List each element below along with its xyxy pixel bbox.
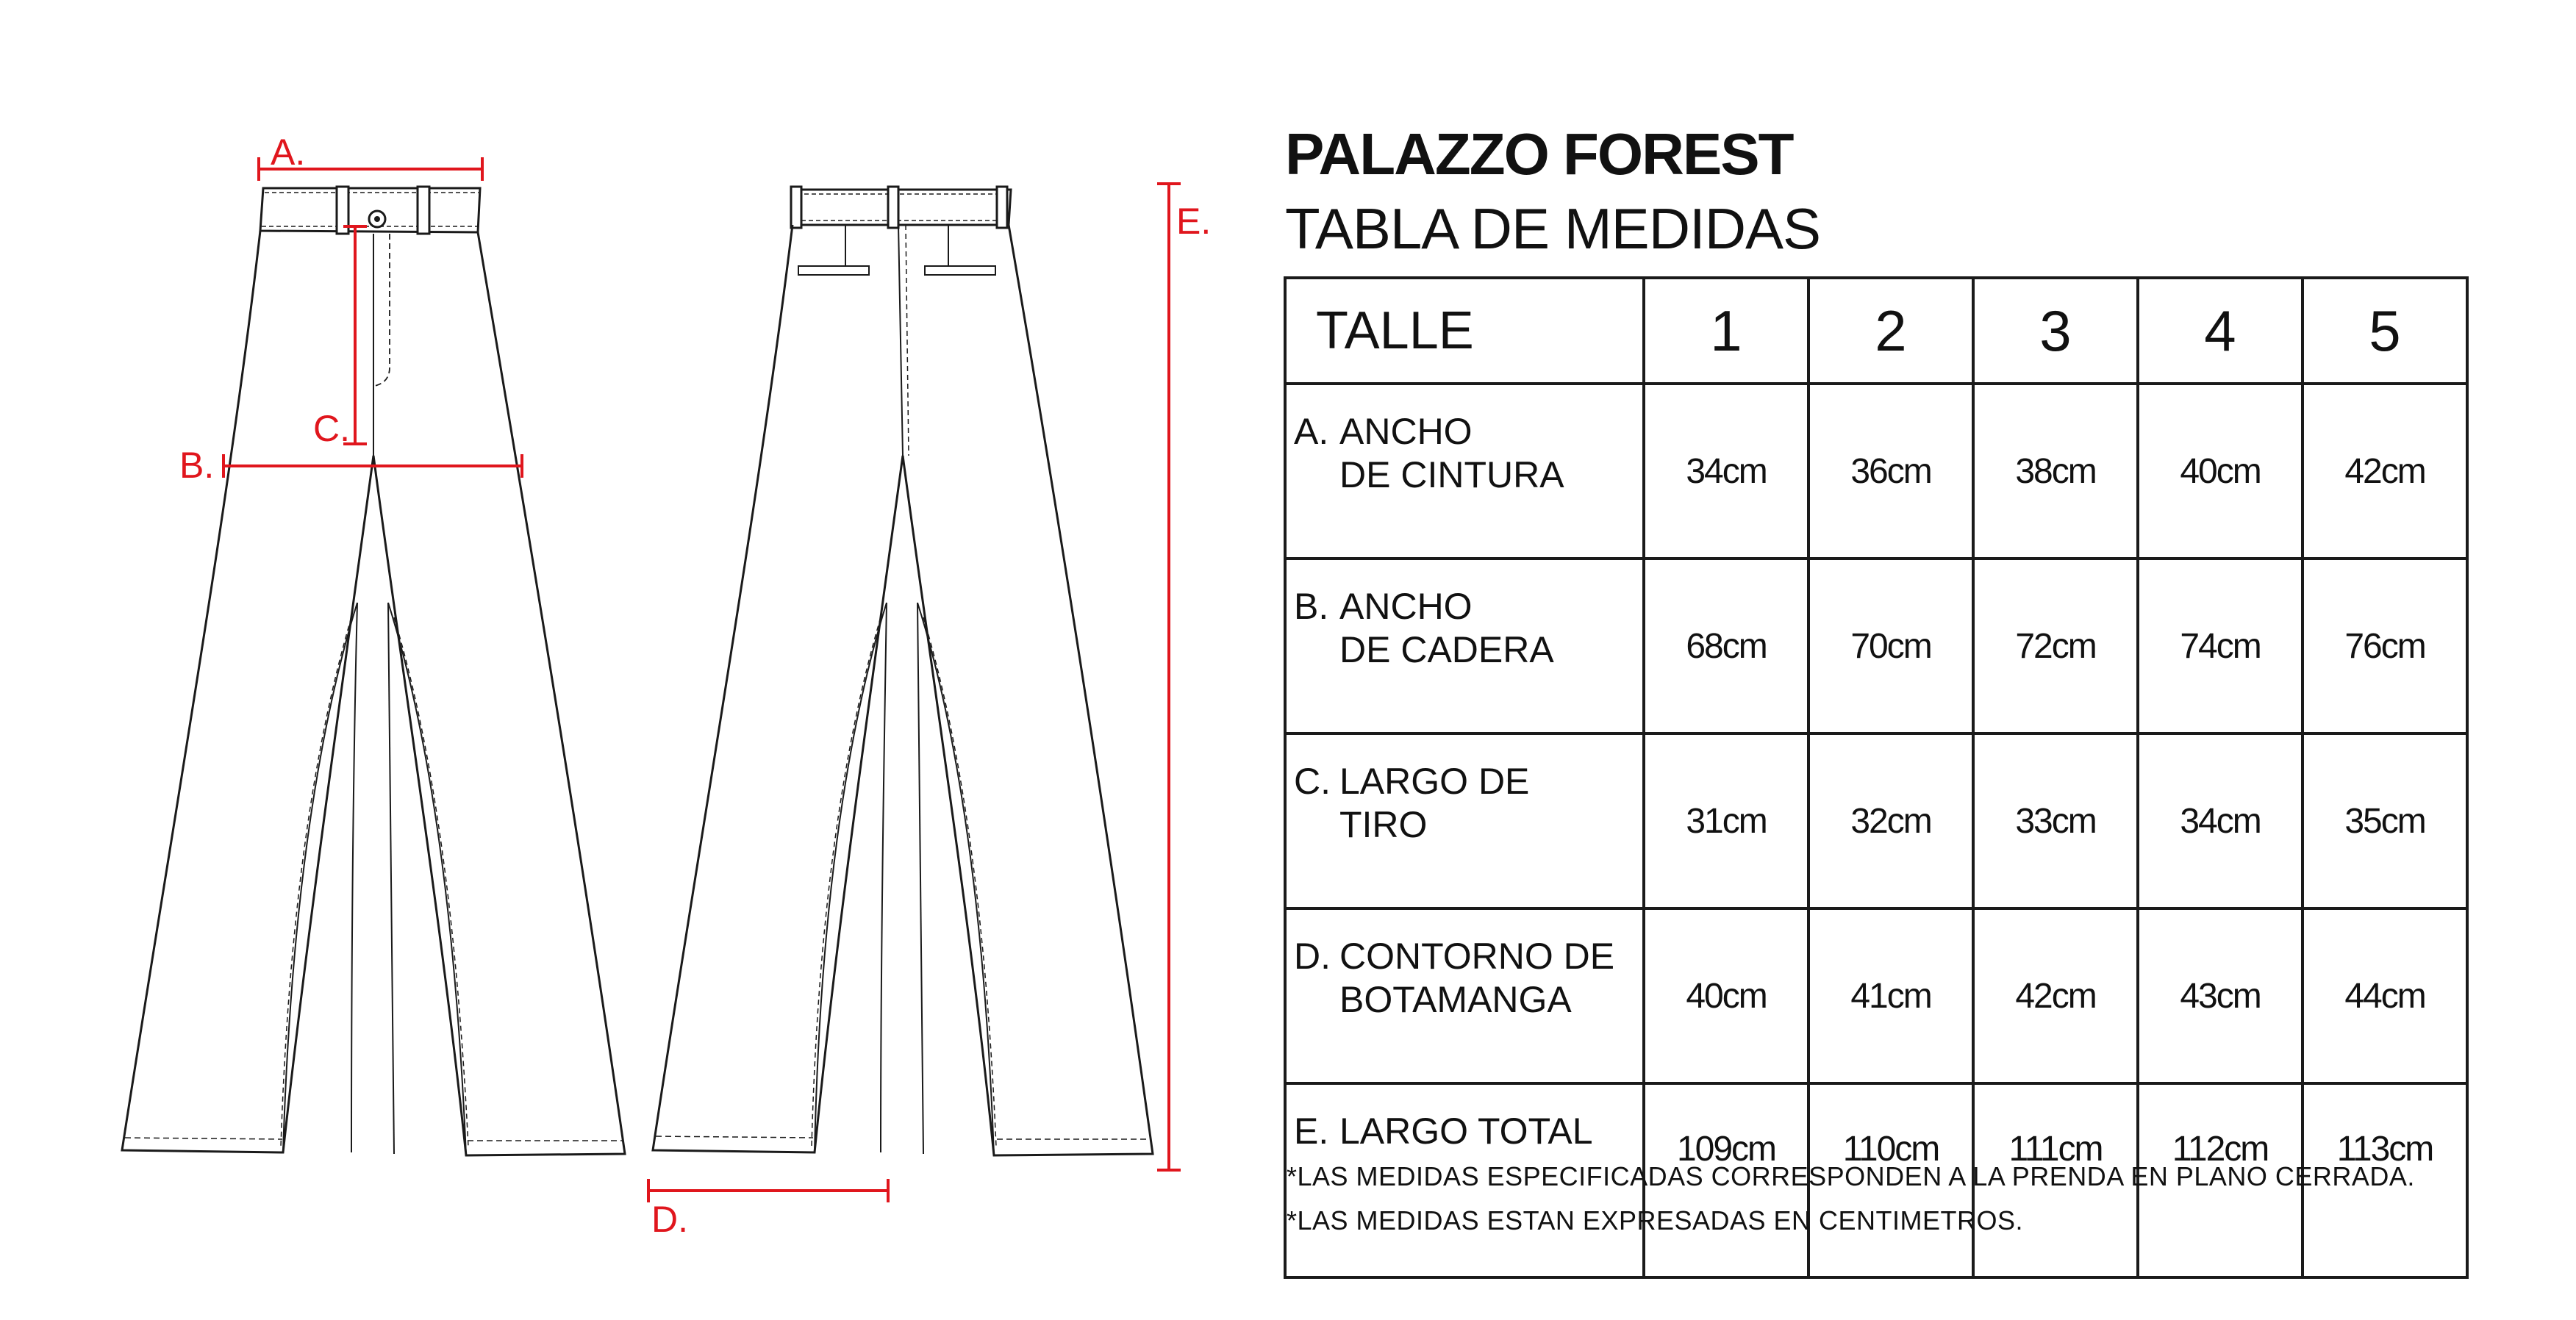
- header-size: 4: [2138, 278, 2303, 384]
- row-letter: C.: [1294, 761, 1331, 802]
- table-cell: 42cm: [2303, 384, 2467, 559]
- table-cell: 33cm: [1973, 733, 2138, 908]
- row-label-line1: ANCHO: [1339, 586, 1473, 627]
- table-cell: 109cm: [1644, 1083, 1808, 1277]
- table-cell: 38cm: [1973, 384, 2138, 559]
- table-cell: 35cm: [2303, 733, 2467, 908]
- table-cell: 76cm: [2303, 559, 2467, 733]
- table-cell: 32cm: [1808, 733, 1973, 908]
- table-cell: 40cm: [1644, 908, 1808, 1083]
- table-row: [1285, 384, 2467, 559]
- row-label-line1: LARGO TOTAL: [1339, 1111, 1593, 1152]
- row-label: [1285, 733, 1644, 908]
- size-chart-table: [1284, 276, 2469, 1279]
- pants-back-view: [653, 187, 1153, 1155]
- label-e: E.: [1176, 201, 1212, 242]
- footnote: *LAS MEDIDAS ESTAN EXPRESADAS EN CENTIMETROS.: [1287, 1205, 2024, 1235]
- row-label-line2: BOTAMANGA: [1339, 979, 1572, 1020]
- page-title: PALAZZO FOREST: [1285, 121, 1793, 187]
- pants-front-view: [122, 187, 625, 1155]
- table-row: [1285, 908, 2467, 1083]
- row-label-line2: DE CADERA: [1339, 629, 1554, 670]
- table-cell: 74cm: [2138, 559, 2303, 733]
- row-label: [1285, 908, 1644, 1083]
- garment-technical-drawing: [0, 0, 1264, 1320]
- table-cell: 112cm: [2138, 1083, 2303, 1277]
- table-cell: 43cm: [2138, 908, 2303, 1083]
- header-size: 5: [2303, 278, 2467, 384]
- row-label-line2: DE CINTURA: [1339, 454, 1564, 495]
- table-cell: 41cm: [1808, 908, 1973, 1083]
- label-d: D.: [651, 1199, 688, 1240]
- table-cell: 42cm: [1973, 908, 2138, 1083]
- label-c: C.: [313, 408, 350, 449]
- table-cell: 44cm: [2303, 908, 2467, 1083]
- label-a: A.: [271, 132, 306, 173]
- footnote: *LAS MEDIDAS ESPECIFICADAS CORRESPONDEN A LA PRENDA EN PLANO CERRADA.: [1287, 1161, 2415, 1191]
- header-size: 3: [1973, 278, 2138, 384]
- row-label: [1285, 559, 1644, 733]
- table-cell: 36cm: [1808, 384, 1973, 559]
- header-talle: TALLE: [1285, 278, 1644, 384]
- label-b: B.: [179, 445, 215, 486]
- table-cell: 34cm: [1644, 384, 1808, 559]
- table-cell: 110cm: [1808, 1083, 1973, 1277]
- row-label-line1: ANCHO: [1339, 411, 1473, 452]
- table-cell: 34cm: [2138, 733, 2303, 908]
- table-row: [1285, 559, 2467, 733]
- table-cell: 40cm: [2138, 384, 2303, 559]
- page-subtitle: TABLA DE MEDIDAS: [1285, 196, 1821, 261]
- row-label-line1: LARGO DE: [1339, 761, 1530, 802]
- row-letter: E.: [1294, 1111, 1329, 1152]
- row-letter: A.: [1294, 411, 1329, 452]
- row-label: [1285, 384, 1644, 559]
- measurement-lines: [223, 157, 1181, 1202]
- table-row: [1285, 733, 2467, 908]
- row-label-line1: CONTORNO DE: [1339, 936, 1615, 977]
- table-header-row: [1285, 278, 2467, 384]
- table-cell: 68cm: [1644, 559, 1808, 733]
- table-cell: 31cm: [1644, 733, 1808, 908]
- header-size: 2: [1808, 278, 1973, 384]
- row-letter: D.: [1294, 936, 1331, 977]
- row-label-line2: TIRO: [1339, 804, 1428, 845]
- table-cell: 70cm: [1808, 559, 1973, 733]
- row-letter: B.: [1294, 586, 1329, 627]
- table-cell: 113cm: [2303, 1083, 2467, 1277]
- table-cell: 72cm: [1973, 559, 2138, 733]
- table-cell: 111cm: [1973, 1083, 2138, 1277]
- header-size: 1: [1644, 278, 1808, 384]
